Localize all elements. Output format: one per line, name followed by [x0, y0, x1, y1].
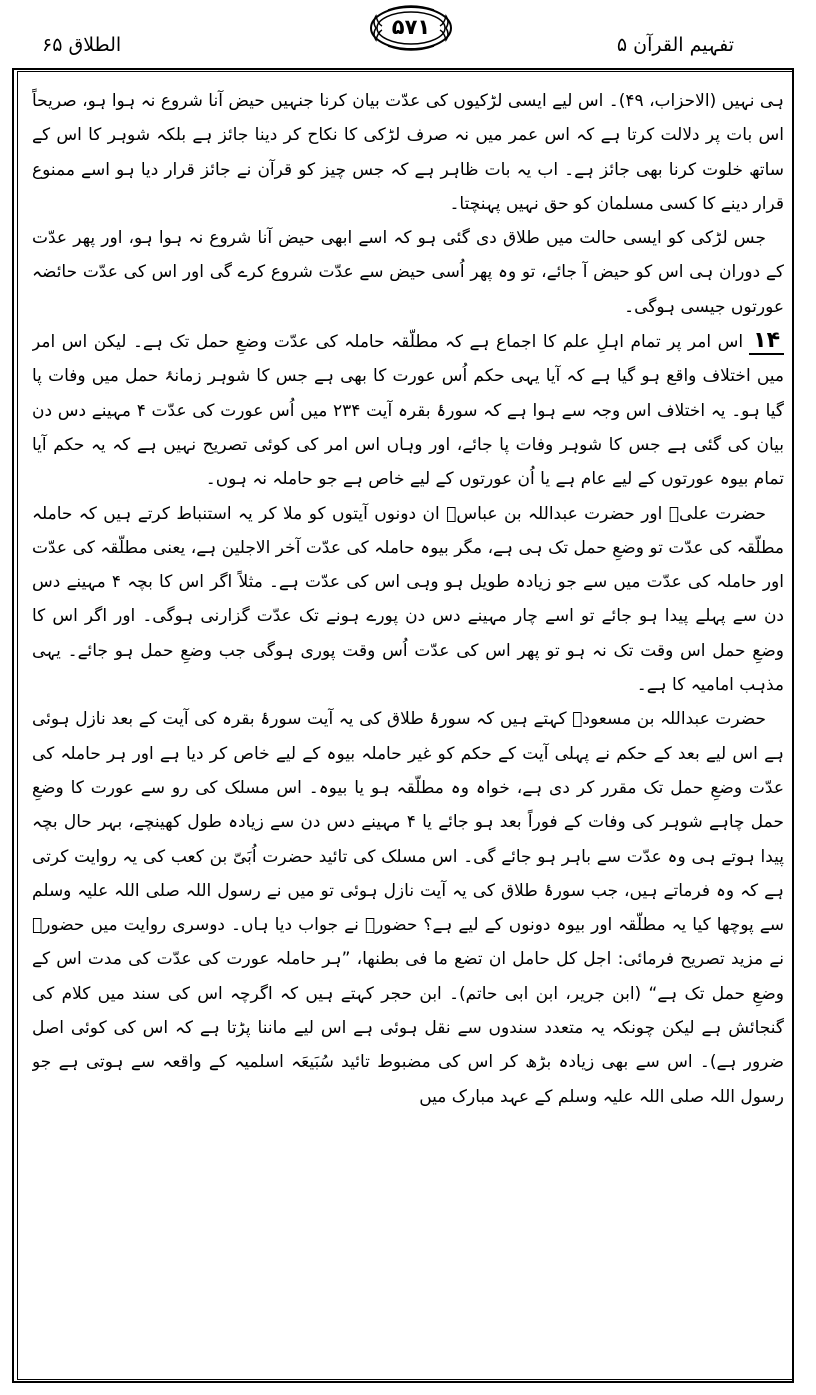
paragraph	[32, 497, 784, 703]
paragraph-text: جس لڑکی کو ایسی حالت میں طلاق دی گئی ہو کہ اسے ابھی حیض آنا شروع نہ ہوا ہو، اور پھر عدّت کے دوران ہی اس کو حیض آ جائے، تو وہ پھر اُسی حیض سے عدّت شروع کرے گی اور اس کی عدّت حائضہ عورتوں جیسی ہوگی۔	[32, 228, 784, 317]
paragraph	[32, 221, 784, 324]
footnote-marker: ۱۴	[749, 328, 784, 355]
page-number-seal	[368, 4, 454, 52]
page-header	[0, 0, 816, 70]
paragraph	[32, 324, 784, 496]
surah-title: الطلاق ۶۵	[42, 34, 122, 56]
paragraph-text: حضرت علیؓ اور حضرت عبداللہ بن عباسؓ ان دونوں آیتوں کو ملا کر یہ استنباط کرتے ہیں کہ حاملہ مطلّقہ کی عدّت تو وضعِ حمل تک ہی ہے، مگر بیوہ حاملہ کی عدّت آخر الاجلین ہے، یعنی مطلّقہ کی عدّت اور حاملہ کی عدّت میں سے جو زیادہ طویل ہو وہی اس کی عدّت ہے۔ مثلاً اگر اس کا بچہ ۴ مہینے دس دن سے پہلے پیدا ہو جائے تو اسے چار مہینے دس دن پورے ہونے تک عدّت گزارنی ہوگی۔ اور اگر اس کا وضعِ حمل اس وقت تک نہ ہو تو پھر اس کی عدّت اُس وقت پوری ہوگی جب وضعِ حمل ہو جائے۔ یہی مذہب امامیہ کا ہے۔	[32, 503, 784, 696]
paragraph-text: اس امر پر تمام اہلِ علم کا اجماع ہے کہ مطلّقہ حاملہ کی عدّت وضعِ حمل تک ہے۔ لیکن اس امر میں اختلاف واقع ہو گیا ہے کہ آیا یہی حکم اُس عورت کا بھی ہے جس کا شوہر زمانۂ حمل میں وفات پا گیا ہو۔ یہ اختلاف اس وجہ سے ہوا ہے کہ سورۂ بقرہ آیت ۲۳۴ میں اُس عورت کی عدّت ۴ مہینے دس دن بیان کی گئی ہے جس کا شوہر وفات پا جائے، اور وہاں اس امر کی کوئی تصریح نہیں ہے کہ یہ حکم آیا تمام بیوہ عورتوں کے لیے عام ہے یا اُن عورتوں کے لیے خاص ہے جو حاملہ نہ ہوں۔	[32, 332, 784, 490]
paragraph	[32, 702, 784, 1114]
paragraph-text: ہی نہیں (الاحزاب، ۴۹)۔ اس لیے ایسی لڑکیوں کی عدّت بیان کرنا جنہیں حیض آنا شروع نہ ہوا ہو، صریحاً اس بات پر دلالت کرتا ہے کہ اس عمر میں نہ صرف لڑکی کا نکاح کر دینا جائز ہے بلکہ شوہر کا اس کے ساتھ خلوت کرنا بھی جائز ہے۔ اب یہ بات ظاہر ہے کہ جس چیز کو قرآن نے جائز قرار دیا ہو اسے ممنوع قرار دینے کا کسی مسلمان کو حق نہیں پہنچتا۔	[32, 91, 784, 214]
paragraph-text: حضرت عبداللہ بن مسعودؓ کہتے ہیں کہ سورۂ طلاق کی یہ آیت سورۂ بقرہ کی آیت کے بعد نازل ہوئی ہے اس لیے بعد کے حکم نے پہلی آیت کے حکم کو غیر حاملہ بیوہ کے لیے خاص کر دیا ہے اور ہر حاملہ کی عدّت وضعِ حمل تک مقرر کر دی ہے، خواہ وہ مطلّقہ ہو یا بیوہ۔ اس مسلک کی رو سے عورت کا وضعِ حمل چاہے شوہر کی وفات کے فوراً بعد ہو جائے یا ۴ مہینے دس دن سے زیادہ طول کھینچے، بہر حال بچہ پیدا ہوتے ہی وہ عدّت سے باہر ہو جائے گی۔ اس مسلک کی تائید حضرت اُبَیّ بن کعب کی یہ روایت کرتی ہے کہ وہ فرماتے ہیں، جب سورۂ طلاق کی یہ آیت نازل ہوئی تو میں نے رسول اللہ صلی اللہ علیہ وسلم سے پوچھا کیا یہ مطلّقہ اور بیوہ دونوں کے لیے ہے؟ حضورؐ نے جواب دیا ہاں۔ دوسری روایت میں حضورؐ نے مزید تصریح فرمائی: اجل کل حامل ان تضع ما فی بطنھا، ”ہر حاملہ عورت کی عدّت کی مدت اس کے وضعِ حمل تک ہے“ (ابن جریر، ابن ابی حاتم)۔ ابن حجر کہتے ہیں کہ اگرچہ اس کی سند میں کلام کی گنجائش ہے لیکن چونکہ یہ متعدد سندوں سے نقل ہوئی ہے اس لیے ماننا پڑتا ہے کہ اس کی کوئی اصل ضرور ہے)۔ اس سے بھی زیادہ بڑھ کر اس کی مضبوط تائید سُبَیعَہ اسلمیہ کے واقعہ سے ہوتی ہے جو رسول اللہ صلی اللہ علیہ وسلم کے عہد مبارک میں	[32, 709, 784, 1107]
book-title: تفہیم القرآن ۵	[616, 34, 734, 56]
paragraph	[32, 84, 784, 221]
page-number: ۵۷۱	[391, 15, 431, 39]
page-body	[32, 84, 784, 1374]
